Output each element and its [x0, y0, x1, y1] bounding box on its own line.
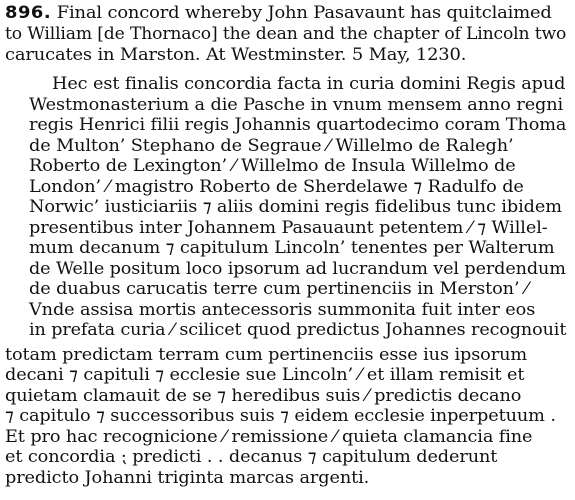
text-line-14: totam predictam terram cum pertinenciis esse ius ipsorum [5, 345, 528, 365]
text-line-17: ⁊ capitulo ⁊ successoribus suis ⁊ eidem ecclesie inperpetuum . [5, 406, 556, 426]
text-line-3: regis Henrici filii regis Johannis quartodecimo coram Thoma [29, 115, 567, 135]
text-line-8: presentibus inter Johannem Pasauaunt petentem ⁄ ⁊ Willel- [29, 218, 548, 238]
entry-heading-line-3: carucates in Marston. At Westminster. 5 May, 1230. [5, 45, 467, 65]
text-line-13: in prefata curia ⁄ scilicet quod predictus Johannes recognouit [29, 320, 567, 340]
text-line-18: Et pro hac recognicione ⁄ remissione ⁄ quieta clamancia fine [5, 427, 533, 447]
heading-text-1: Final concord whereby John Pasavaunt has quitclaimed [51, 3, 552, 23]
text-line-1: Hec est finalis concordia facta in curia domini Regis apud [52, 74, 566, 94]
entry-heading-line-2: to William [de Thornaco] the dean and the chapter of Lincoln two [5, 24, 567, 44]
text-line-10: de Welle positum loco ipsorum ad lucrandum vel perdendum [29, 259, 566, 279]
text-line-5: Roberto de Lexington’ ⁄ Willelmo de Insula Willelmo de [29, 156, 516, 176]
text-line-20: predicto Johanni triginta marcas argenti. [5, 468, 370, 488]
text-line-16: quietam clamauit de se ⁊ heredibus suis ⁄ predictis decano [5, 386, 522, 406]
text-line-9: mum decanum ⁊ capitulum Lincoln’ tenentes per Walterum [29, 238, 555, 258]
text-line-7: Norwic’ iusticiariis ⁊ aliis domini regis fidelibus tunc ibidem [29, 197, 562, 217]
text-line-6: London’ ⁄ magistro Roberto de Sherdelawe ⁊ Radulfo de [29, 177, 524, 197]
text-line-12: Vnde assisa mortis antecessoris summonita fuit inter eos [29, 300, 536, 320]
text-line-11: de duabus carucatis terre cum pertinenciis in Merston’ ⁄ [29, 279, 528, 299]
entry-heading-line-1 [5, 3, 552, 23]
entry-number: 896. [5, 3, 52, 23]
text-line-15: decani ⁊ capituli ⁊ ecclesie sue Lincoln’ ⁄ et illam remisit et [5, 365, 525, 385]
text-line-19: et concordia ⁏ predicti . . decanus ⁊ capitulum dederunt [5, 447, 498, 467]
text-line-4: de Multon’ Stephano de Segraue ⁄ Willelmo de Ralegh’ [29, 136, 514, 156]
text-line-2: Westmonasterium a die Pasche in vnum mensem anno regni [29, 95, 564, 115]
